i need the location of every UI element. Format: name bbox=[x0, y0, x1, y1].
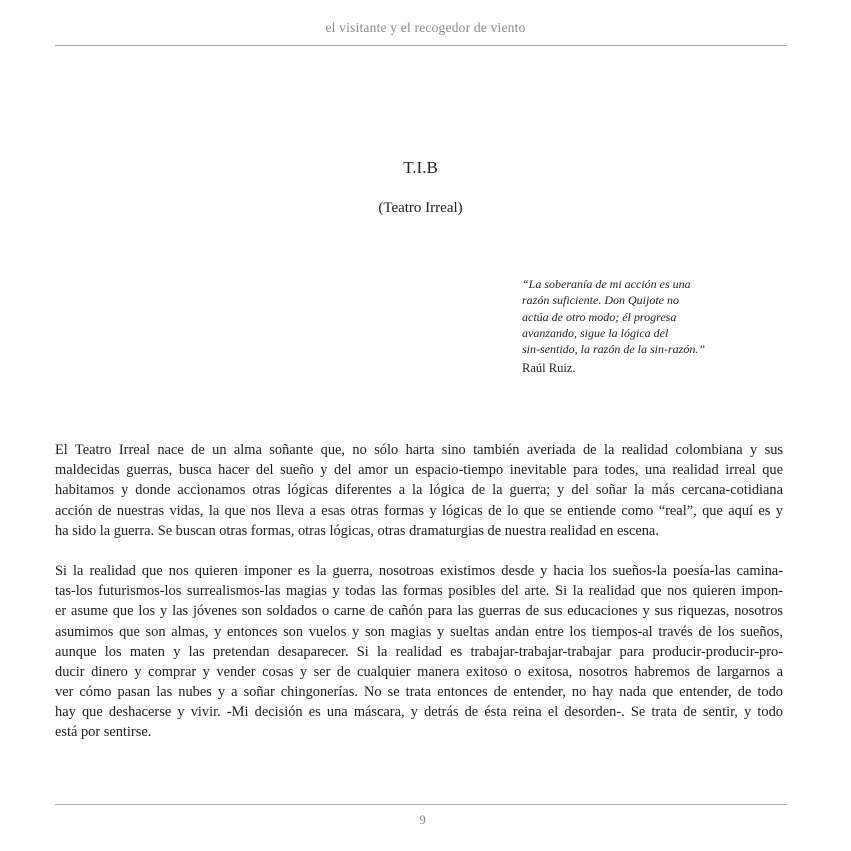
text-line: ducir dinero y comprar y vender cosas y ser de cualquier manera exitoso o exitosa, nosotros habremos de largarnos a bbox=[55, 663, 783, 680]
text-line: El Teatro Irreal nace de un alma soñante que, no sólo harta sino también averiada de la realidad colombiana y sus bbox=[55, 442, 783, 458]
page-number: 9 bbox=[419, 812, 426, 827]
paragraph-2 bbox=[55, 561, 783, 743]
running-header: el visitante y el recogedor de viento bbox=[325, 20, 526, 35]
text-line: acción de nuestras vidas, la que nos lleva a esas otras formas y lógicas de lo que se entiende como “real”, que aquí es y bbox=[55, 502, 783, 519]
paragraph-1 bbox=[55, 440, 783, 541]
text-line: hay que deshacerse y vivir. -Mi decisión es una máscara, y detrás de ésta reina el desorden-. Se trata de sentir, y todo bbox=[55, 704, 783, 721]
header-divider bbox=[55, 45, 787, 46]
text-line: está por sentirse. bbox=[55, 724, 152, 741]
text-line: tas-los futurismos-los surrealismos-las magias y todas las formas posibles del arte. Si la realidad que nos quieren impon- bbox=[55, 583, 783, 600]
epigraph-line: sin-sentido, la razón de la sin-razón.” bbox=[522, 342, 706, 357]
epigraph-line: actúa de otro modo; él progresa bbox=[522, 309, 677, 324]
text-line: ver cómo pasan las nubes y a soñar chingonerías. No se trata entonces de entender, no hay nada que entender, de todo bbox=[55, 684, 783, 701]
epigraph-line: avanzando, sigue la lógica del bbox=[522, 325, 669, 340]
epigraph-line: “La soberanía de mi acción es una bbox=[522, 277, 691, 291]
epigraph-line: razón suficiente. Don Quijote no bbox=[522, 293, 679, 308]
text-line: ha sido la guerra. Se buscan otras formas, otras lógicas, otras dramaturgias de nuestra realidad en escena. bbox=[55, 522, 659, 539]
text-line: Si la realidad que nos quieren imponer es la guerra, nosotroas existimos desde y hacia los sueños-la poesía-las camina- bbox=[55, 562, 783, 579]
text-line: maldecidas guerras, busca hacer del sueño y del amor un espacio-tiempo inevitable para todes, una realidad irreal que bbox=[55, 462, 783, 479]
body-text bbox=[55, 440, 783, 763]
section-title: T.I.B bbox=[403, 158, 438, 177]
text-line: aunque los maten y las pretendan desaparecer. Si la realidad es trabajar-trabajar-trabajar para producir-producir-pro- bbox=[55, 643, 783, 660]
text-line: asumimos que son almas, y entonces son vuelos y son magias y sueltas andan entre los tiempos-al través de los sueños, bbox=[55, 623, 783, 640]
epigraph-author: Raúl Ruiz. bbox=[522, 361, 576, 376]
footer-divider bbox=[55, 804, 787, 805]
text-line: habitamos y donde accionamos otras lógicas diferentes a la lógica de la guerra; y del soñar la más cercana-cotidiana bbox=[55, 482, 783, 499]
section-subtitle: (Teatro Irreal) bbox=[378, 200, 463, 216]
epigraph bbox=[522, 276, 752, 377]
text-line: er asume que los y las jóvenes son soldados o carne de cañón para las guerras de sus educaciones y sus riquezas, nosotros bbox=[55, 603, 783, 620]
